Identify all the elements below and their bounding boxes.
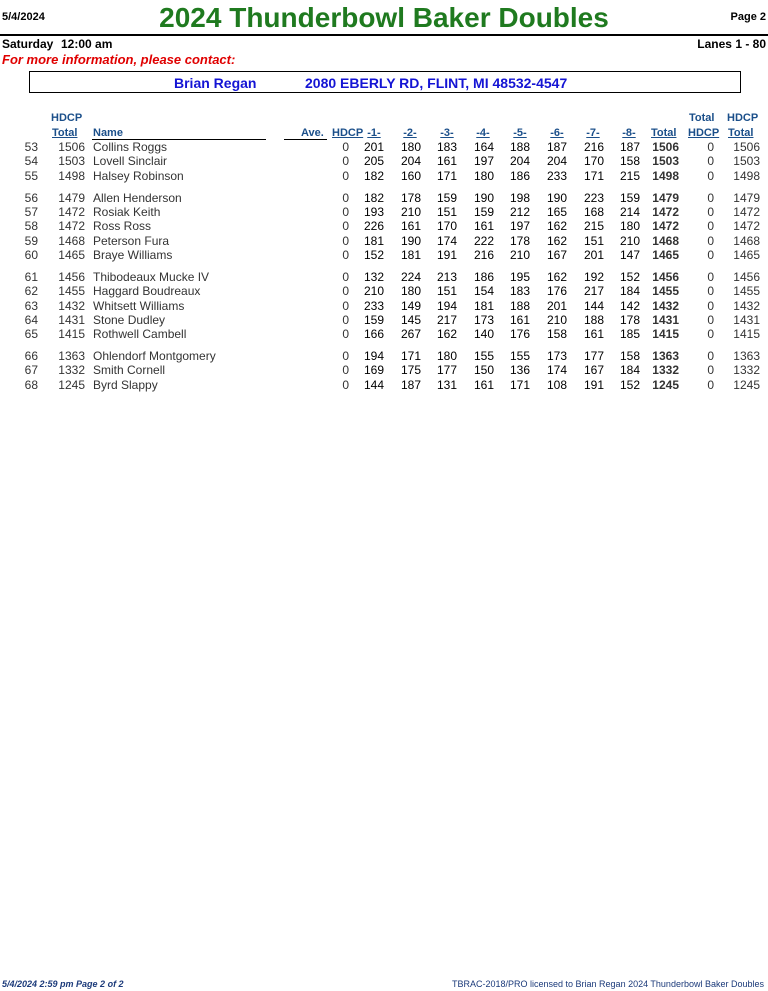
- col-hdcp-total2-top: HDCP: [727, 112, 759, 124]
- row-game-5: 161: [509, 313, 530, 327]
- row-game-7: 223: [583, 191, 604, 205]
- row-hdcp-total: 1332: [58, 363, 85, 377]
- row-total: 1363: [652, 349, 679, 363]
- row-game-3: 217: [436, 313, 457, 327]
- row-total: 1465: [652, 248, 679, 262]
- row-game-8: 187: [619, 140, 640, 154]
- row-game-5: 186: [509, 169, 530, 183]
- row-game-4: 180: [473, 169, 494, 183]
- row-game-5: 183: [509, 284, 530, 298]
- row-hdcp: 0: [342, 378, 349, 392]
- row-team-name: Collins Roggs: [93, 140, 168, 154]
- row-game-2: 145: [400, 313, 421, 327]
- table-row: [0, 363, 768, 377]
- row-game-2: 210: [400, 205, 421, 219]
- row-total: 1506: [652, 140, 679, 154]
- row-rank: 55: [24, 169, 38, 183]
- row-rank: 65: [24, 327, 38, 341]
- row-game-4: 164: [473, 140, 494, 154]
- row-total: 1456: [652, 270, 679, 284]
- col-game-1: -1-: [367, 127, 381, 139]
- row-game-7: 217: [583, 284, 604, 298]
- table-row: [0, 219, 768, 233]
- row-total-hdcp: 0: [707, 205, 714, 219]
- row-game-6: 165: [546, 205, 567, 219]
- col-game-3: -3-: [440, 127, 454, 139]
- row-hdcp-total-final: 1503: [733, 154, 760, 168]
- row-game-4: 150: [473, 363, 494, 377]
- col-game-6: -6-: [550, 127, 564, 139]
- table-row: [0, 349, 768, 363]
- row-game-5: 212: [509, 205, 530, 219]
- row-hdcp-total: 1465: [58, 248, 85, 262]
- row-hdcp-total: 1245: [58, 378, 85, 392]
- row-total: 1503: [652, 154, 679, 168]
- row-hdcp-total: 1503: [58, 154, 85, 168]
- row-hdcp: 0: [342, 313, 349, 327]
- row-hdcp-total-final: 1431: [733, 313, 760, 327]
- row-game-1: 132: [363, 270, 384, 284]
- event-time: 12:00 am: [61, 37, 113, 51]
- row-team-name: Smith Cornell: [93, 363, 166, 377]
- row-game-6: 187: [546, 140, 567, 154]
- row-rank: 57: [24, 205, 38, 219]
- row-team-name: Lovell Sinclair: [93, 154, 168, 168]
- row-hdcp-total: 1498: [58, 169, 85, 183]
- report-date: 5/4/2024: [2, 11, 45, 23]
- row-game-1: 182: [363, 169, 384, 183]
- contact-name: Brian Regan: [174, 75, 257, 91]
- row-total-hdcp: 0: [707, 154, 714, 168]
- row-game-4: 161: [473, 378, 494, 392]
- row-game-2: 224: [400, 270, 421, 284]
- row-rank: 59: [24, 234, 38, 248]
- row-team-name: Haggard Boudreaux: [93, 284, 201, 298]
- row-hdcp: 0: [342, 154, 349, 168]
- row-total: 1472: [652, 205, 679, 219]
- row-game-3: 171: [436, 169, 457, 183]
- col-hdcp-total-top: HDCP: [51, 112, 83, 124]
- lanes-range: Lanes 1 - 80: [697, 37, 766, 51]
- row-hdcp: 0: [342, 363, 349, 377]
- row-hdcp-total: 1472: [58, 205, 85, 219]
- row-game-5: 155: [509, 349, 530, 363]
- table-row: [0, 191, 768, 205]
- row-game-4: 216: [473, 248, 494, 262]
- row-game-1: 205: [363, 154, 384, 168]
- row-hdcp-total-final: 1456: [733, 270, 760, 284]
- row-total-hdcp: 0: [707, 313, 714, 327]
- row-hdcp-total: 1479: [58, 191, 85, 205]
- row-game-8: 158: [619, 349, 640, 363]
- col-game-7: -7-: [586, 127, 600, 139]
- row-game-5: 197: [509, 219, 530, 233]
- row-rank: 56: [24, 191, 38, 205]
- row-team-name: Allen Henderson: [93, 191, 182, 205]
- row-rank: 64: [24, 313, 38, 327]
- row-game-8: 184: [619, 284, 640, 298]
- row-game-2: 160: [400, 169, 421, 183]
- row-hdcp: 0: [342, 284, 349, 298]
- row-game-6: 233: [546, 169, 567, 183]
- table-row: [0, 299, 768, 313]
- row-team-name: Halsey Robinson: [93, 169, 184, 183]
- row-hdcp: 0: [342, 327, 349, 341]
- row-hdcp: 0: [342, 205, 349, 219]
- row-total: 1432: [652, 299, 679, 313]
- row-hdcp-total-final: 1465: [733, 248, 760, 262]
- row-game-5: 204: [509, 154, 530, 168]
- row-game-6: 162: [546, 270, 567, 284]
- row-game-6: 108: [546, 378, 567, 392]
- row-total: 1479: [652, 191, 679, 205]
- row-game-8: 178: [619, 313, 640, 327]
- row-rank: 68: [24, 378, 38, 392]
- row-total-hdcp: 0: [707, 349, 714, 363]
- row-game-6: 173: [546, 349, 567, 363]
- row-game-8: 158: [619, 154, 640, 168]
- table-row: [0, 205, 768, 219]
- table-row: [0, 234, 768, 248]
- row-game-1: 233: [363, 299, 384, 313]
- row-team-name: Thibodeaux Mucke IV: [93, 270, 210, 284]
- row-game-3: 180: [436, 349, 457, 363]
- row-game-3: 191: [436, 248, 457, 262]
- row-game-1: 169: [363, 363, 384, 377]
- table-row: [0, 327, 768, 341]
- row-game-6: 162: [546, 219, 567, 233]
- row-team-name: Ross Ross: [93, 219, 152, 233]
- row-total-hdcp: 0: [707, 299, 714, 313]
- row-game-7: 177: [583, 349, 604, 363]
- row-team-name: Whitsett Williams: [93, 299, 185, 313]
- row-game-3: 174: [436, 234, 457, 248]
- row-game-4: 197: [473, 154, 494, 168]
- row-game-5: 188: [509, 140, 530, 154]
- row-game-3: 213: [436, 270, 457, 284]
- row-hdcp: 0: [342, 248, 349, 262]
- row-game-6: 204: [546, 154, 567, 168]
- row-total-hdcp: 0: [707, 284, 714, 298]
- row-game-7: 151: [583, 234, 604, 248]
- row-total: 1455: [652, 284, 679, 298]
- row-hdcp-total: 1455: [58, 284, 85, 298]
- row-game-7: 192: [583, 270, 604, 284]
- row-hdcp-total-final: 1363: [733, 349, 760, 363]
- row-game-2: 161: [400, 219, 421, 233]
- row-game-3: 159: [436, 191, 457, 205]
- row-game-8: 185: [619, 327, 640, 341]
- row-hdcp-total-final: 1468: [733, 234, 760, 248]
- row-game-3: 151: [436, 284, 457, 298]
- row-game-6: 210: [546, 313, 567, 327]
- row-game-2: 180: [400, 284, 421, 298]
- row-total-hdcp: 0: [707, 169, 714, 183]
- row-total-hdcp: 0: [707, 234, 714, 248]
- row-total-hdcp: 0: [707, 270, 714, 284]
- row-total: 1332: [652, 363, 679, 377]
- row-game-3: 151: [436, 205, 457, 219]
- row-hdcp-total: 1506: [58, 140, 85, 154]
- row-hdcp-total-final: 1332: [733, 363, 760, 377]
- row-game-4: 140: [473, 327, 494, 341]
- col-game-8: -8-: [622, 127, 636, 139]
- row-total-hdcp: 0: [707, 363, 714, 377]
- row-team-name: Peterson Fura: [93, 234, 170, 248]
- row-game-7: 201: [583, 248, 604, 262]
- row-game-3: 131: [436, 378, 457, 392]
- row-game-8: 152: [619, 270, 640, 284]
- row-game-8: 180: [619, 219, 640, 233]
- row-game-3: 183: [436, 140, 457, 154]
- row-game-1: 144: [363, 378, 384, 392]
- row-total: 1468: [652, 234, 679, 248]
- row-game-6: 162: [546, 234, 567, 248]
- row-game-8: 184: [619, 363, 640, 377]
- row-hdcp-total-final: 1498: [733, 169, 760, 183]
- row-game-5: 195: [509, 270, 530, 284]
- row-game-7: 167: [583, 363, 604, 377]
- row-rank: 61: [24, 270, 38, 284]
- row-game-5: 171: [509, 378, 530, 392]
- row-game-7: 161: [583, 327, 604, 341]
- row-team-name: Byrd Slappy: [93, 378, 158, 392]
- row-game-7: 188: [583, 313, 604, 327]
- row-hdcp-total-final: 1472: [733, 219, 760, 233]
- row-game-1: 194: [363, 349, 384, 363]
- row-game-8: 147: [619, 248, 640, 262]
- table-row: [0, 270, 768, 284]
- col-name: Name: [93, 127, 123, 139]
- col-total-hdcp-top: Total: [689, 112, 715, 124]
- row-game-4: 155: [473, 349, 494, 363]
- row-game-4: 161: [473, 219, 494, 233]
- row-game-6: 190: [546, 191, 567, 205]
- row-game-8: 215: [619, 169, 640, 183]
- row-game-8: 210: [619, 234, 640, 248]
- footer-license: TBRAC-2018/PRO licensed to Brian Regan 2024 Thunderbowl Baker Doubles: [451, 979, 764, 989]
- row-game-4: 190: [473, 191, 494, 205]
- row-hdcp: 0: [342, 140, 349, 154]
- row-rank: 62: [24, 284, 38, 298]
- row-game-5: 188: [509, 299, 530, 313]
- row-hdcp-total-final: 1479: [733, 191, 760, 205]
- row-game-5: 178: [509, 234, 530, 248]
- row-rank: 66: [24, 349, 38, 363]
- col-hdcp-total2-bottom: Total: [728, 127, 754, 139]
- row-rank: 54: [24, 154, 38, 168]
- row-team-name: Rothwell Cambell: [93, 327, 187, 341]
- row-total: 1498: [652, 169, 679, 183]
- row-team-name: Ohlendorf Montgomery: [93, 349, 216, 363]
- row-game-2: 190: [400, 234, 421, 248]
- col-game-2: -2-: [403, 127, 417, 139]
- row-game-5: 210: [509, 248, 530, 262]
- row-game-8: 142: [619, 299, 640, 313]
- row-game-7: 170: [583, 154, 604, 168]
- table-row: [0, 248, 768, 262]
- row-game-2: 178: [400, 191, 421, 205]
- row-game-3: 162: [436, 327, 457, 341]
- row-game-7: 215: [583, 219, 604, 233]
- row-hdcp-total: 1431: [58, 313, 85, 327]
- row-total: 1415: [652, 327, 679, 341]
- row-game-1: 193: [363, 205, 384, 219]
- col-hdcp: HDCP: [332, 127, 364, 139]
- col-game-4: -4-: [476, 127, 490, 139]
- row-game-6: 167: [546, 248, 567, 262]
- row-total: 1431: [652, 313, 679, 327]
- row-game-5: 198: [509, 191, 530, 205]
- contact-address: 2080 EBERLY RD, FLINT, MI 48532-4547: [305, 75, 568, 91]
- row-hdcp-total: 1456: [58, 270, 85, 284]
- row-hdcp-total-final: 1455: [733, 284, 760, 298]
- col-ave: Ave.: [301, 127, 324, 139]
- row-game-1: 159: [363, 313, 384, 327]
- row-team-name: Braye Williams: [93, 248, 173, 262]
- row-game-2: 181: [400, 248, 421, 262]
- col-total: Total: [651, 127, 677, 139]
- row-hdcp-total: 1415: [58, 327, 85, 341]
- row-game-5: 176: [509, 327, 530, 341]
- table-row: [0, 313, 768, 327]
- row-game-2: 175: [400, 363, 421, 377]
- row-game-4: 154: [473, 284, 494, 298]
- footer-timestamp: 5/4/2024 2:59 pm Page 2 of 2: [2, 979, 124, 989]
- row-game-7: 171: [583, 169, 604, 183]
- row-total-hdcp: 0: [707, 191, 714, 205]
- contact-prompt: For more information, please contact:: [2, 52, 236, 67]
- row-hdcp: 0: [342, 169, 349, 183]
- row-hdcp: 0: [342, 270, 349, 284]
- row-game-3: 161: [436, 154, 457, 168]
- row-hdcp: 0: [342, 349, 349, 363]
- row-game-7: 216: [583, 140, 604, 154]
- row-hdcp-total-final: 1432: [733, 299, 760, 313]
- table-row: [0, 284, 768, 298]
- row-total-hdcp: 0: [707, 248, 714, 262]
- row-team-name: Stone Dudley: [93, 313, 166, 327]
- row-game-2: 171: [400, 349, 421, 363]
- row-game-6: 201: [546, 299, 567, 313]
- row-game-1: 182: [363, 191, 384, 205]
- col-game-5: -5-: [513, 127, 527, 139]
- row-game-1: 152: [363, 248, 384, 262]
- row-game-1: 210: [363, 284, 384, 298]
- table-row: [0, 154, 768, 168]
- table-row: [0, 378, 768, 392]
- row-hdcp: 0: [342, 299, 349, 313]
- header-divider: [0, 34, 768, 36]
- row-hdcp-total: 1468: [58, 234, 85, 248]
- row-game-4: 159: [473, 205, 494, 219]
- row-rank: 63: [24, 299, 38, 313]
- row-game-5: 136: [509, 363, 530, 377]
- row-game-4: 222: [473, 234, 494, 248]
- row-hdcp-total-final: 1245: [733, 378, 760, 392]
- row-total: 1472: [652, 219, 679, 233]
- row-total-hdcp: 0: [707, 378, 714, 392]
- row-game-3: 170: [436, 219, 457, 233]
- row-hdcp: 0: [342, 191, 349, 205]
- row-game-7: 144: [583, 299, 604, 313]
- row-game-2: 180: [400, 140, 421, 154]
- row-hdcp: 0: [342, 219, 349, 233]
- row-hdcp-total: 1472: [58, 219, 85, 233]
- row-hdcp-total-final: 1506: [733, 140, 760, 154]
- row-game-4: 173: [473, 313, 494, 327]
- row-rank: 58: [24, 219, 38, 233]
- row-total-hdcp: 0: [707, 327, 714, 341]
- row-total-hdcp: 0: [707, 140, 714, 154]
- row-rank: 60: [24, 248, 38, 262]
- row-game-2: 149: [400, 299, 421, 313]
- row-game-7: 168: [583, 205, 604, 219]
- row-game-1: 226: [363, 219, 384, 233]
- row-game-3: 177: [436, 363, 457, 377]
- row-game-2: 187: [400, 378, 421, 392]
- row-game-2: 267: [400, 327, 421, 341]
- row-rank: 67: [24, 363, 38, 377]
- row-game-8: 214: [619, 205, 640, 219]
- row-game-1: 181: [363, 234, 384, 248]
- col-total-hdcp-bottom: HDCP: [688, 127, 720, 139]
- row-game-6: 158: [546, 327, 567, 341]
- row-game-4: 181: [473, 299, 494, 313]
- row-game-8: 159: [619, 191, 640, 205]
- row-game-4: 186: [473, 270, 494, 284]
- table-row: [0, 140, 768, 154]
- col-hdcp-total-bottom: Total: [52, 127, 78, 139]
- row-game-8: 152: [619, 378, 640, 392]
- row-total: 1245: [652, 378, 679, 392]
- page-number: Page 2: [730, 11, 766, 23]
- row-game-7: 191: [583, 378, 604, 392]
- row-hdcp-total-final: 1415: [733, 327, 760, 341]
- row-game-6: 176: [546, 284, 567, 298]
- table-row: [0, 169, 768, 183]
- row-team-name: Rosiak Keith: [93, 205, 161, 219]
- row-game-1: 166: [363, 327, 384, 341]
- report-title: 2024 Thunderbowl Baker Doubles: [159, 2, 609, 33]
- row-rank: 53: [24, 140, 38, 154]
- row-total-hdcp: 0: [707, 219, 714, 233]
- row-game-3: 194: [436, 299, 457, 313]
- row-hdcp-total-final: 1472: [733, 205, 760, 219]
- row-hdcp: 0: [342, 234, 349, 248]
- row-game-6: 174: [546, 363, 567, 377]
- row-game-2: 204: [400, 154, 421, 168]
- row-hdcp-total: 1432: [58, 299, 85, 313]
- event-day: Saturday: [2, 37, 54, 51]
- row-hdcp-total: 1363: [58, 349, 85, 363]
- row-game-1: 201: [363, 140, 384, 154]
